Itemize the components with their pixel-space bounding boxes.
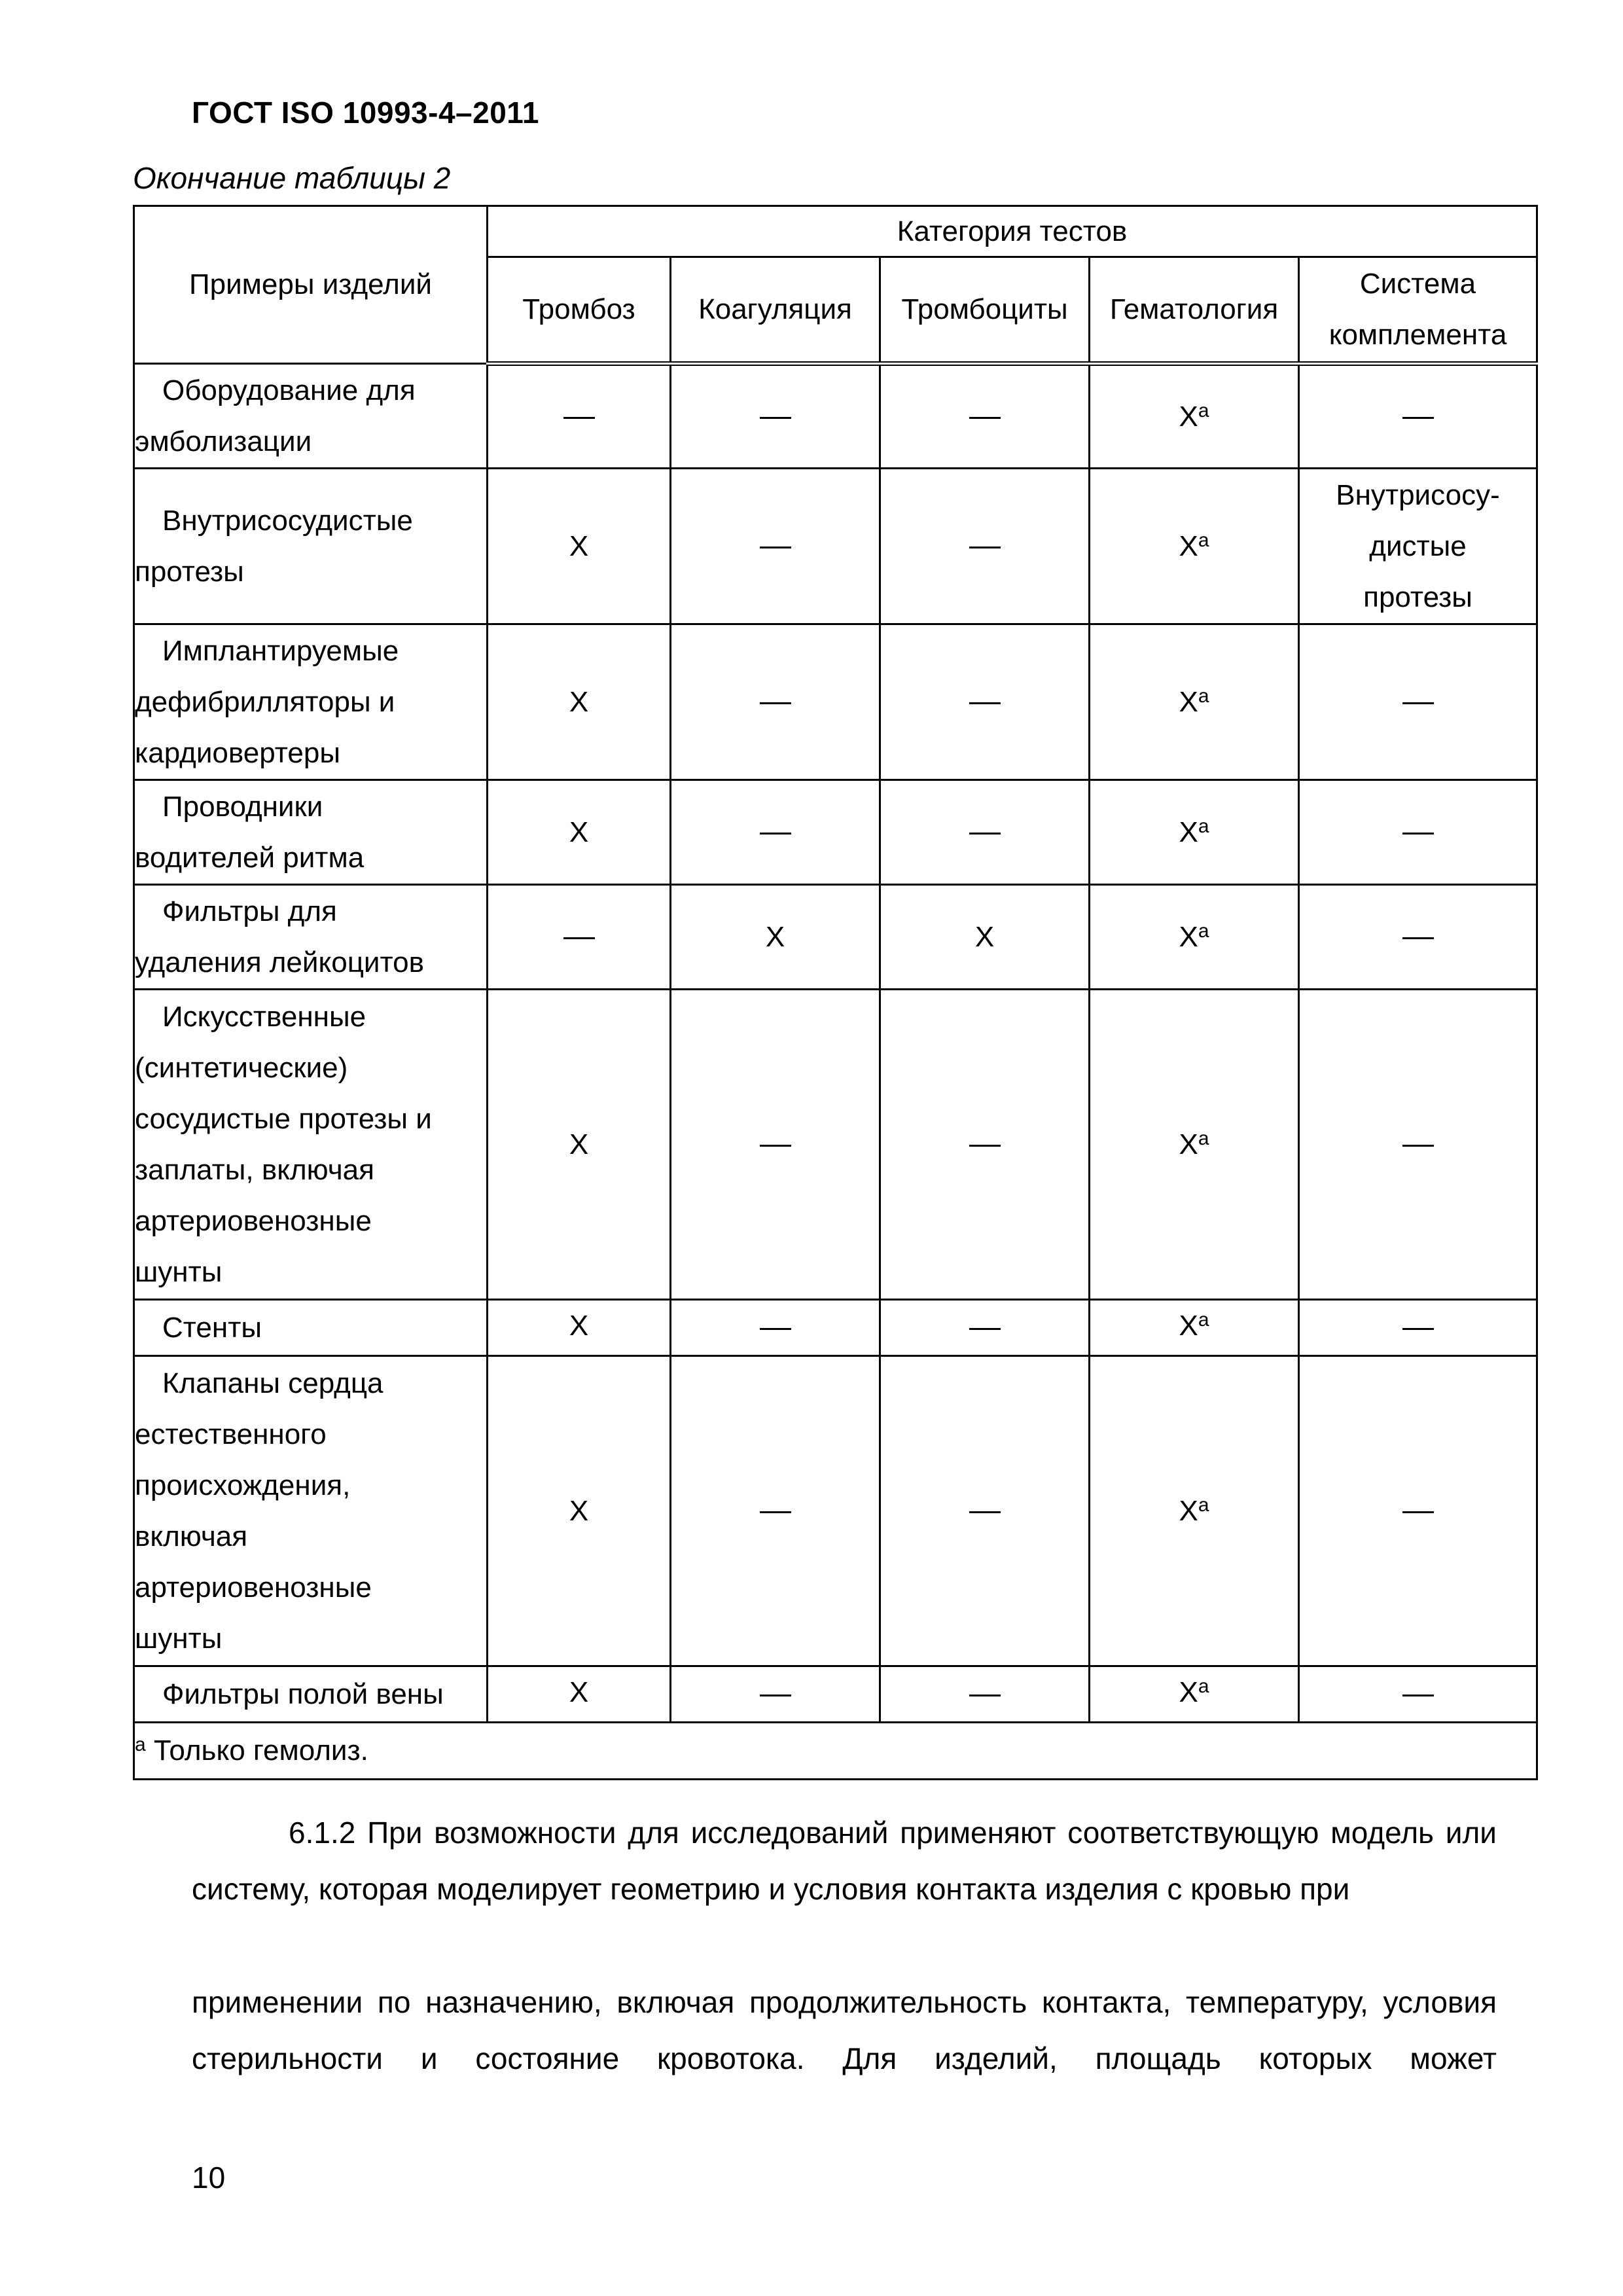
footnote-cell: [134, 1723, 1537, 1780]
example-line: Внутрисосудистые: [162, 504, 413, 537]
header-complement-line1: Система: [1359, 268, 1476, 300]
mark-cell: [671, 1356, 880, 1666]
example-line: сосудистые протезы и: [135, 1102, 432, 1135]
table-caption: Окончание таблицы 2: [133, 161, 451, 195]
mark-cell: [488, 364, 671, 469]
example-cell: [134, 1356, 488, 1666]
mark-cell: [1299, 1666, 1537, 1723]
header-examples: Примеры изделий: [134, 206, 488, 364]
dash-mark: [1402, 702, 1434, 704]
example-line: эмболизации: [135, 425, 312, 457]
x-mark: X: [569, 685, 589, 718]
footnote-ref: а: [1198, 920, 1209, 942]
mark-cell: [488, 469, 671, 624]
header-hematology: Гематология: [1090, 257, 1299, 364]
cell-text-line: дистые: [1369, 529, 1467, 562]
example-line: протезы: [135, 555, 244, 588]
footnote-text: Только гемолиз.: [145, 1734, 368, 1767]
footnote-ref: а: [1198, 1676, 1209, 1697]
example-line: дефибрилляторы и: [135, 685, 395, 718]
header-platelets: Тромбоциты: [880, 257, 1090, 364]
mark-cell: [1090, 1300, 1299, 1356]
x-mark: X: [569, 1676, 589, 1708]
example-line: (синтетические): [135, 1051, 348, 1084]
complement-text-cell: [1299, 469, 1537, 624]
mark-cell: [1299, 990, 1537, 1300]
mark-cell: [1090, 780, 1299, 885]
body-paragraph: применении по назначению, включая продолжительность контакта, температуру, условия стерильности и состояние кровотока. Для изделий, площадь которых может: [192, 1985, 1497, 2075]
table-row: [134, 885, 1537, 990]
mark-cell: [488, 1300, 671, 1356]
mark-cell: [1090, 469, 1299, 624]
page-number: 10: [192, 2161, 226, 2195]
example-cell: [134, 990, 488, 1300]
dash-mark: [563, 417, 595, 419]
dash-mark: [1402, 1145, 1434, 1147]
dash-mark: [969, 547, 1001, 548]
table-row: [134, 364, 1537, 469]
example-cell: [134, 469, 488, 624]
footnote-ref: а: [1198, 685, 1209, 707]
example-line: шунты: [135, 1255, 223, 1288]
dash-mark: [969, 417, 1001, 419]
mark-cell: [880, 780, 1090, 885]
mark-cell: [1299, 624, 1537, 780]
dash-mark: [760, 417, 791, 419]
dash-mark: [1402, 937, 1434, 939]
cell-text-line: протезы: [1363, 581, 1472, 613]
example-line: происхождения,: [135, 1469, 351, 1501]
x-mark: X: [1179, 920, 1198, 953]
example-line: водителей ритма: [135, 841, 365, 874]
dash-mark: [760, 1328, 791, 1330]
mark-cell: [880, 1356, 1090, 1666]
x-mark: X: [974, 920, 995, 953]
header-coagulation: Коагуляция: [671, 257, 880, 364]
dash-mark: [760, 833, 791, 834]
mark-cell: [1090, 885, 1299, 990]
example-line: Искусственные: [162, 1000, 366, 1033]
x-mark: X: [1179, 1310, 1198, 1342]
mark-cell: [1090, 1666, 1299, 1723]
x-mark: X: [1179, 529, 1198, 562]
mark-cell: [1090, 1356, 1299, 1666]
example-line: удаления лейкоцитов: [135, 946, 424, 978]
x-mark: X: [1179, 816, 1198, 848]
mark-cell: [1299, 780, 1537, 885]
footnote-ref: а: [1198, 399, 1209, 422]
dash-mark: [760, 702, 791, 704]
footnote-marker: а: [135, 1734, 146, 1755]
mark-cell: [671, 885, 880, 990]
mark-cell: [880, 364, 1090, 469]
x-mark: X: [1179, 1128, 1198, 1160]
mark-cell: [488, 885, 671, 990]
footnote-ref: а: [1198, 1494, 1209, 1516]
test-category-table: [133, 205, 1538, 1780]
header-complement-line2: комплемента: [1329, 319, 1507, 351]
mark-cell: [1299, 364, 1537, 469]
table-row: [134, 1300, 1537, 1356]
x-mark: X: [765, 920, 785, 953]
example-cell: [134, 885, 488, 990]
dash-mark: [969, 1511, 1001, 1513]
example-cell: [134, 1666, 488, 1723]
dash-mark: [1402, 1695, 1434, 1696]
header-complement-system: [1299, 257, 1537, 364]
dash-mark: [1402, 417, 1434, 419]
header-thrombosis: Тромбоз: [488, 257, 671, 364]
mark-cell: [880, 990, 1090, 1300]
x-mark: X: [569, 816, 589, 848]
mark-cell: [1090, 624, 1299, 780]
table-row: [134, 1666, 1537, 1723]
example-line: естественного: [135, 1418, 327, 1450]
x-mark: X: [569, 529, 589, 562]
mark-cell: [488, 990, 671, 1300]
dash-mark: [760, 1511, 791, 1513]
dash-mark: [1402, 1511, 1434, 1513]
mark-cell: [880, 1300, 1090, 1356]
mark-cell: [671, 1300, 880, 1356]
mark-cell: [1090, 990, 1299, 1300]
mark-cell: [671, 624, 880, 780]
body-paragraph: 6.1.2 При возможности для исследований применяют соответствующую модель или систему, которая моделирует геометрию и условия контакта изделия с кровью при: [192, 1816, 1497, 1906]
mark-cell: [488, 1666, 671, 1723]
table-row: [134, 624, 1537, 780]
example-line: включая: [135, 1520, 248, 1552]
footnote-ref: а: [1198, 815, 1209, 837]
header-test-category: Категория тестов: [488, 206, 1537, 257]
example-line: артериовенозные: [135, 1204, 372, 1237]
mark-cell: [488, 1356, 671, 1666]
table-row: [134, 780, 1537, 885]
example-line: Стенты: [162, 1311, 262, 1344]
mark-cell: [671, 990, 880, 1300]
x-mark: X: [569, 1310, 589, 1342]
x-mark: X: [1179, 1494, 1198, 1527]
mark-cell: [1299, 1356, 1537, 1666]
example-line: артериовенозные: [135, 1571, 372, 1604]
example-line: Фильтры для: [162, 895, 337, 927]
dash-mark: [760, 1695, 791, 1696]
x-mark: X: [569, 1128, 589, 1160]
dash-mark: [969, 1695, 1001, 1696]
footnote-ref: а: [1198, 1127, 1209, 1149]
table-row: [134, 469, 1537, 624]
mark-cell: [671, 1666, 880, 1723]
mark-cell: [1090, 364, 1299, 469]
example-cell: [134, 364, 488, 469]
dash-mark: [760, 547, 791, 548]
example-line: Клапаны сердца: [162, 1367, 383, 1399]
x-mark: X: [1179, 1676, 1198, 1708]
example-line: шунты: [135, 1622, 223, 1655]
example-cell: [134, 624, 488, 780]
example-line: кардиовертеры: [135, 736, 340, 769]
footnote-ref: а: [1198, 1309, 1209, 1331]
dash-mark: [760, 1145, 791, 1147]
x-mark: X: [569, 1494, 589, 1527]
example-line: заплаты, включая: [135, 1153, 374, 1186]
example-cell: [134, 780, 488, 885]
mark-cell: [1299, 1300, 1537, 1356]
document-code: ГОСТ ISO 10993-4–2011: [192, 96, 539, 130]
table-row: [134, 1356, 1537, 1666]
footnote-ref: а: [1198, 529, 1209, 551]
dash-mark: [969, 702, 1001, 704]
mark-cell: [671, 364, 880, 469]
dash-mark: [969, 1328, 1001, 1330]
cell-text-line: Внутрисосу-: [1336, 478, 1500, 511]
mark-cell: [880, 885, 1090, 990]
table-row: [134, 990, 1537, 1300]
mark-cell: [671, 780, 880, 885]
example-cell: [134, 1300, 488, 1356]
dash-mark: [1402, 833, 1434, 834]
table-header-row-1: [134, 206, 1537, 257]
example-line: Проводники: [162, 790, 323, 823]
mark-cell: [880, 624, 1090, 780]
mark-cell: [671, 469, 880, 624]
mark-cell: [880, 469, 1090, 624]
dash-mark: [969, 833, 1001, 834]
example-line: Оборудование для: [162, 374, 416, 406]
mark-cell: [488, 780, 671, 885]
dash-mark: [1402, 1328, 1434, 1330]
example-line: Фильтры полой вены: [162, 1677, 444, 1710]
x-mark: X: [1179, 400, 1198, 433]
mark-cell: [880, 1666, 1090, 1723]
mark-cell: [488, 624, 671, 780]
footnote-row: [134, 1723, 1537, 1780]
x-mark: X: [1179, 685, 1198, 718]
example-line: Имплантируемые: [162, 634, 399, 667]
dash-mark: [563, 937, 595, 939]
dash-mark: [969, 1145, 1001, 1147]
mark-cell: [1299, 885, 1537, 990]
